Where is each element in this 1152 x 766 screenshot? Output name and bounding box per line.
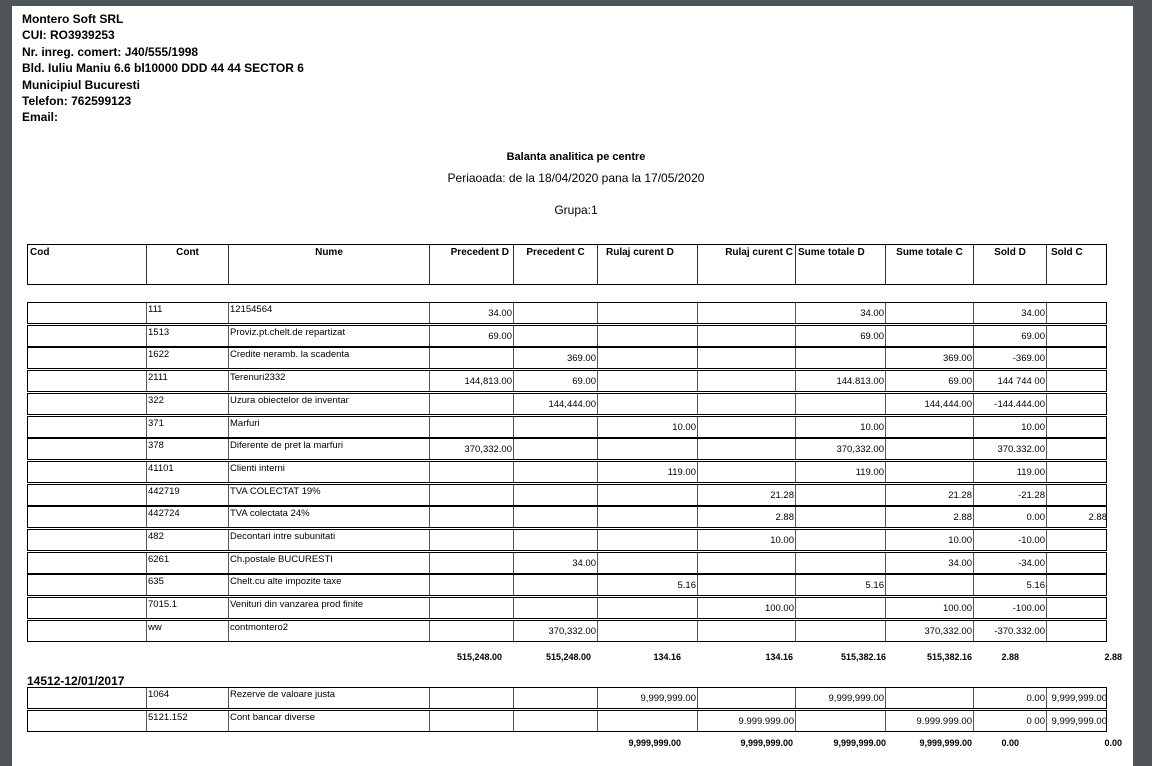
cell-prec-c	[513, 485, 597, 505]
cell-rul-d	[597, 485, 697, 505]
cell-cont: 635	[146, 575, 228, 595]
cell-sold-c	[1046, 394, 1108, 414]
cell-sum-c: 69.00	[885, 371, 973, 391]
total-sold-d: 2.88	[1001, 652, 1019, 662]
cell-prec-d	[429, 688, 513, 708]
cell-rul-d	[597, 439, 697, 459]
cell-rul-c	[697, 326, 795, 346]
column-header-sum-c: Sume totale C	[885, 245, 973, 284]
cell-prec-c	[513, 598, 597, 618]
cell-sum-d	[795, 553, 885, 573]
cell-nume: Cont bancar diverse	[228, 711, 429, 731]
cell-rul-c	[697, 621, 795, 641]
cell-cod	[28, 348, 146, 368]
cell-rul-d	[597, 621, 697, 641]
cell-sold-c	[1046, 417, 1108, 437]
cell-prec-c: 69.00	[513, 371, 597, 391]
cell-prec-d: 370,332.00	[429, 439, 513, 459]
cell-prec-d	[429, 598, 513, 618]
cell-rul-d: 9,999,999.00	[597, 688, 697, 708]
report-period: Periaoada: de la 18/04/2020 pana la 17/05/2020	[447, 171, 705, 185]
table-row	[27, 687, 1107, 709]
table-row	[27, 506, 1107, 528]
cell-prec-d	[429, 575, 513, 595]
cell-prec-c	[513, 530, 597, 550]
cell-prec-c	[513, 303, 597, 323]
cell-prec-c: 370,332.00	[513, 621, 597, 641]
cell-cod	[28, 371, 146, 391]
cell-sold-d: 34.00	[973, 303, 1046, 323]
cell-nume: Clienti interni	[228, 462, 429, 482]
cell-cod	[28, 326, 146, 346]
cell-nume: Marfuri	[228, 417, 429, 437]
group-label: 14512-12/01/2017	[27, 674, 125, 688]
table-row	[27, 416, 1107, 438]
cell-rul-c: 9.999.999.00	[697, 711, 795, 731]
cell-nume: Uzura obiectelor de inventar	[228, 394, 429, 414]
cell-sum-c: 34.00	[885, 553, 973, 573]
table-row	[27, 484, 1107, 506]
total-sold-c: 0.00	[1104, 738, 1122, 748]
cell-cod	[28, 439, 146, 459]
cell-sold-d: -34.00	[973, 553, 1046, 573]
cell-prec-c	[513, 688, 597, 708]
cell-sold-c	[1046, 575, 1108, 595]
table-row	[27, 461, 1107, 483]
column-header-rul-d: Rulaj curent D	[597, 245, 697, 284]
cell-cont: 482	[146, 530, 228, 550]
cell-cont: 442719	[146, 485, 228, 505]
table-header	[27, 244, 1107, 285]
cell-prec-d: 69.00	[429, 326, 513, 346]
cell-nume: Decontari intre subunitati	[228, 530, 429, 550]
company-info	[22, 11, 304, 126]
company-cui: CUI: RO3939253	[22, 28, 115, 43]
cell-sum-c	[885, 688, 973, 708]
cell-sum-d	[795, 598, 885, 618]
cell-cont: 1513	[146, 326, 228, 346]
cell-cont: 1622	[146, 348, 228, 368]
cell-rul-c	[697, 553, 795, 573]
company-address: Bld. Iuliu Maniu 6.6 bl10000 DDD 44 44 SECTOR 6	[22, 61, 304, 76]
table-row	[27, 620, 1107, 642]
column-header-prec-c: Precedent C	[513, 245, 597, 284]
cell-prec-c	[513, 507, 597, 527]
cell-sum-d: 370,332.00	[795, 439, 885, 459]
cell-sum-c: 9.999.999.00	[885, 711, 973, 731]
cell-sum-c	[885, 439, 973, 459]
cell-nume: TVA COLECTAT 19%	[228, 485, 429, 505]
cell-sold-d: 144 744 00	[973, 371, 1046, 391]
cell-cont: 6261	[146, 553, 228, 573]
cell-cont: 1064	[146, 688, 228, 708]
total-sum-d: 9,999,999.00	[833, 738, 886, 748]
cell-prec-c: 144,444.00	[513, 394, 597, 414]
cell-sum-c: 100.00	[885, 598, 973, 618]
table-row	[27, 370, 1107, 392]
cell-sold-c	[1046, 326, 1108, 346]
cell-nume: Rezerve de valoare justa	[228, 688, 429, 708]
cell-prec-d	[429, 553, 513, 573]
company-registration: Nr. inreg. comert: J40/555/1998	[22, 44, 199, 59]
cell-prec-c	[513, 462, 597, 482]
cell-nume: 12154564	[228, 303, 429, 323]
cell-rul-d	[597, 553, 697, 573]
column-header-rul-c: Rulaj curent C	[697, 245, 795, 284]
cell-sold-d: -370.332.00	[973, 621, 1046, 641]
company-city: Municipiul Bucuresti	[22, 77, 141, 92]
cell-prec-c	[513, 711, 597, 731]
cell-cod	[28, 598, 146, 618]
cell-cod	[28, 711, 146, 731]
cell-sum-d	[795, 394, 885, 414]
total-sold-c: 2.88	[1104, 652, 1122, 662]
cell-nume: contmontero2	[228, 621, 429, 641]
cell-prec-c	[513, 575, 597, 595]
company-name: Montero Soft SRL	[22, 12, 124, 26]
cell-rul-c: 10.00	[697, 530, 795, 550]
cell-cont: 442724	[146, 507, 228, 527]
cell-prec-d	[429, 485, 513, 505]
cell-sold-c	[1046, 348, 1108, 368]
company-email: Email:	[22, 110, 59, 125]
total-sum-d: 515,382.16	[840, 652, 886, 662]
total-sum-c: 9,999,999.00	[919, 738, 972, 748]
cell-nume: Diferente de pret la marfuri	[228, 439, 429, 459]
cell-sold-d: -21.28	[973, 485, 1046, 505]
report-title: Balanta analitica pe centre	[506, 151, 646, 163]
cell-sold-d: 119.00	[973, 462, 1046, 482]
table-row	[27, 347, 1107, 369]
cell-rul-c	[697, 439, 795, 459]
cell-sold-c	[1046, 530, 1108, 550]
cell-rul-d	[597, 371, 697, 391]
total-sum-c: 515,382.16	[926, 652, 972, 662]
cell-cont: 111	[146, 303, 228, 323]
cell-rul-d	[597, 711, 697, 731]
table-row	[27, 325, 1107, 347]
cell-sum-c: 21.28	[885, 485, 973, 505]
cell-cod	[28, 485, 146, 505]
cell-prec-d: 144,813.00	[429, 371, 513, 391]
cell-rul-c	[697, 575, 795, 595]
cell-sum-d	[795, 485, 885, 505]
cell-prec-d	[429, 507, 513, 527]
table-row	[27, 597, 1107, 619]
cell-rul-c	[697, 462, 795, 482]
cell-sum-d	[795, 530, 885, 550]
cell-sum-c	[885, 326, 973, 346]
cell-rul-c	[697, 371, 795, 391]
cell-cod	[28, 303, 146, 323]
cell-rul-d	[597, 303, 697, 323]
cell-sold-c: 2.88	[1046, 507, 1108, 527]
cell-rul-d	[597, 348, 697, 368]
cell-rul-c	[697, 417, 795, 437]
cell-prec-c	[513, 326, 597, 346]
column-header-cont: Cont	[146, 245, 228, 284]
cell-nume: Credite neramb. la scadenta	[228, 348, 429, 368]
cell-sold-d: 69.00	[973, 326, 1046, 346]
cell-sum-d: 5.16	[795, 575, 885, 595]
cell-nume: Proviz.pt.chelt.de repartizat	[228, 326, 429, 346]
cell-rul-c	[697, 394, 795, 414]
total-rul-c: 9,999,999.00	[740, 738, 793, 748]
cell-rul-d	[597, 598, 697, 618]
cell-prec-c	[513, 417, 597, 437]
cell-sum-d: 144.813.00	[795, 371, 885, 391]
cell-sold-d: 10.00	[973, 417, 1046, 437]
column-header-prec-d: Precedent D	[429, 245, 513, 284]
cell-cod	[28, 417, 146, 437]
cell-sum-d: 34.00	[795, 303, 885, 323]
cell-sold-d: 370.332.00	[973, 439, 1046, 459]
cell-prec-d	[429, 417, 513, 437]
column-header-sold-d: Sold D	[973, 245, 1046, 284]
cell-sum-d: 10.00	[795, 417, 885, 437]
cell-sum-d	[795, 711, 885, 731]
cell-sold-d: 5.16	[973, 575, 1046, 595]
cell-sold-c	[1046, 621, 1108, 641]
cell-prec-d	[429, 621, 513, 641]
cell-sold-c	[1046, 303, 1108, 323]
cell-sum-c: 2.88	[885, 507, 973, 527]
cell-sum-d	[795, 621, 885, 641]
company-phone: Telefon: 762599123	[22, 94, 132, 109]
cell-sum-c	[885, 417, 973, 437]
cell-prec-c: 34.00	[513, 553, 597, 573]
column-header-cod: Cod	[30, 247, 50, 258]
total-rul-d: 134.16	[653, 652, 681, 662]
cell-sold-d: 0.00	[973, 507, 1046, 527]
cell-sold-d: -10.00	[973, 530, 1046, 550]
cell-cod	[28, 575, 146, 595]
cell-sold-c: 9,999,999.00	[1046, 711, 1108, 731]
table-row	[27, 438, 1107, 460]
cell-nume: Terenuri2332	[228, 371, 429, 391]
cell-cod	[28, 507, 146, 527]
cell-sold-d: -100.00	[973, 598, 1046, 618]
cell-sold-c	[1046, 485, 1108, 505]
cell-nume: TVA colectata 24%	[228, 507, 429, 527]
cell-prec-d	[429, 711, 513, 731]
cell-rul-c: 2.88	[697, 507, 795, 527]
cell-sum-c	[885, 462, 973, 482]
cell-rul-c	[697, 348, 795, 368]
cell-sum-c: 144,444.00	[885, 394, 973, 414]
cell-cod	[28, 394, 146, 414]
cell-sum-d: 9,999,999.00	[795, 688, 885, 708]
cell-sum-c: 370,332.00	[885, 621, 973, 641]
cell-sum-c	[885, 303, 973, 323]
cell-rul-c	[697, 688, 795, 708]
table-row	[27, 393, 1107, 415]
total-rul-c: 134.16	[765, 652, 793, 662]
total-rul-d: 9,999,999.00	[628, 738, 681, 748]
cell-sum-d: 69.00	[795, 326, 885, 346]
table-row	[27, 529, 1107, 551]
cell-rul-d	[597, 530, 697, 550]
cell-rul-c: 21.28	[697, 485, 795, 505]
cell-sold-c	[1046, 598, 1108, 618]
cell-cont: 41101	[146, 462, 228, 482]
total-prec-d: 515,248.00	[456, 652, 502, 662]
cell-rul-d: 5.16	[597, 575, 697, 595]
cell-sold-c	[1046, 371, 1108, 391]
cell-cont: 2111	[146, 371, 228, 391]
cell-cont: ww	[146, 621, 228, 641]
cell-cod	[28, 688, 146, 708]
cell-nume: Venituri din vanzarea prod finite	[228, 598, 429, 618]
cell-rul-c	[697, 303, 795, 323]
cell-sum-d	[795, 348, 885, 368]
cell-cont: 5121.152	[146, 711, 228, 731]
cell-prec-c: 369.00	[513, 348, 597, 368]
cell-nume: Ch.postale BUCURESTI	[228, 553, 429, 573]
total-prec-c: 515,248.00	[545, 652, 591, 662]
cell-sold-d: -369.00	[973, 348, 1046, 368]
cell-sold-d: -144.444.00	[973, 394, 1046, 414]
cell-cont: 7015.1	[146, 598, 228, 618]
cell-prec-d	[429, 394, 513, 414]
cell-cont: 322	[146, 394, 228, 414]
cell-sum-c	[885, 575, 973, 595]
cell-sum-d	[795, 507, 885, 527]
column-header-nume: Nume	[228, 245, 429, 284]
cell-rul-d	[597, 507, 697, 527]
cell-rul-c: 100.00	[697, 598, 795, 618]
cell-cod	[28, 553, 146, 573]
table-row	[27, 710, 1107, 732]
table-row	[27, 552, 1107, 574]
cell-sold-c	[1046, 462, 1108, 482]
cell-sold-c	[1046, 439, 1108, 459]
cell-sum-c: 369.00	[885, 348, 973, 368]
cell-prec-d	[429, 348, 513, 368]
report-group: Grupa:1	[554, 203, 598, 217]
cell-prec-d	[429, 530, 513, 550]
cell-cod	[28, 462, 146, 482]
cell-prec-d	[429, 462, 513, 482]
column-header-sold-c: Sold C	[1046, 245, 1108, 284]
cell-cont: 371	[146, 417, 228, 437]
cell-rul-d	[597, 394, 697, 414]
cell-rul-d	[597, 326, 697, 346]
cell-rul-d: 10.00	[597, 417, 697, 437]
cell-sold-c: 9,999,999.00	[1046, 688, 1108, 708]
table-row	[27, 302, 1107, 324]
cell-sum-c: 10.00	[885, 530, 973, 550]
cell-prec-c	[513, 439, 597, 459]
cell-sold-d: 0 00	[973, 711, 1046, 731]
cell-cod	[28, 530, 146, 550]
cell-prec-d: 34.00	[429, 303, 513, 323]
cell-sold-d: 0.00	[973, 688, 1046, 708]
cell-cod	[28, 621, 146, 641]
cell-nume: Chelt.cu alte impozite taxe	[228, 575, 429, 595]
cell-rul-d: 119.00	[597, 462, 697, 482]
table-row	[27, 574, 1107, 596]
column-header-sum-d: Sume totale D	[795, 245, 885, 284]
cell-sum-d: 119.00	[795, 462, 885, 482]
total-sold-d: 0.00	[1001, 738, 1019, 748]
cell-cont: 378	[146, 439, 228, 459]
cell-sold-c	[1046, 553, 1108, 573]
